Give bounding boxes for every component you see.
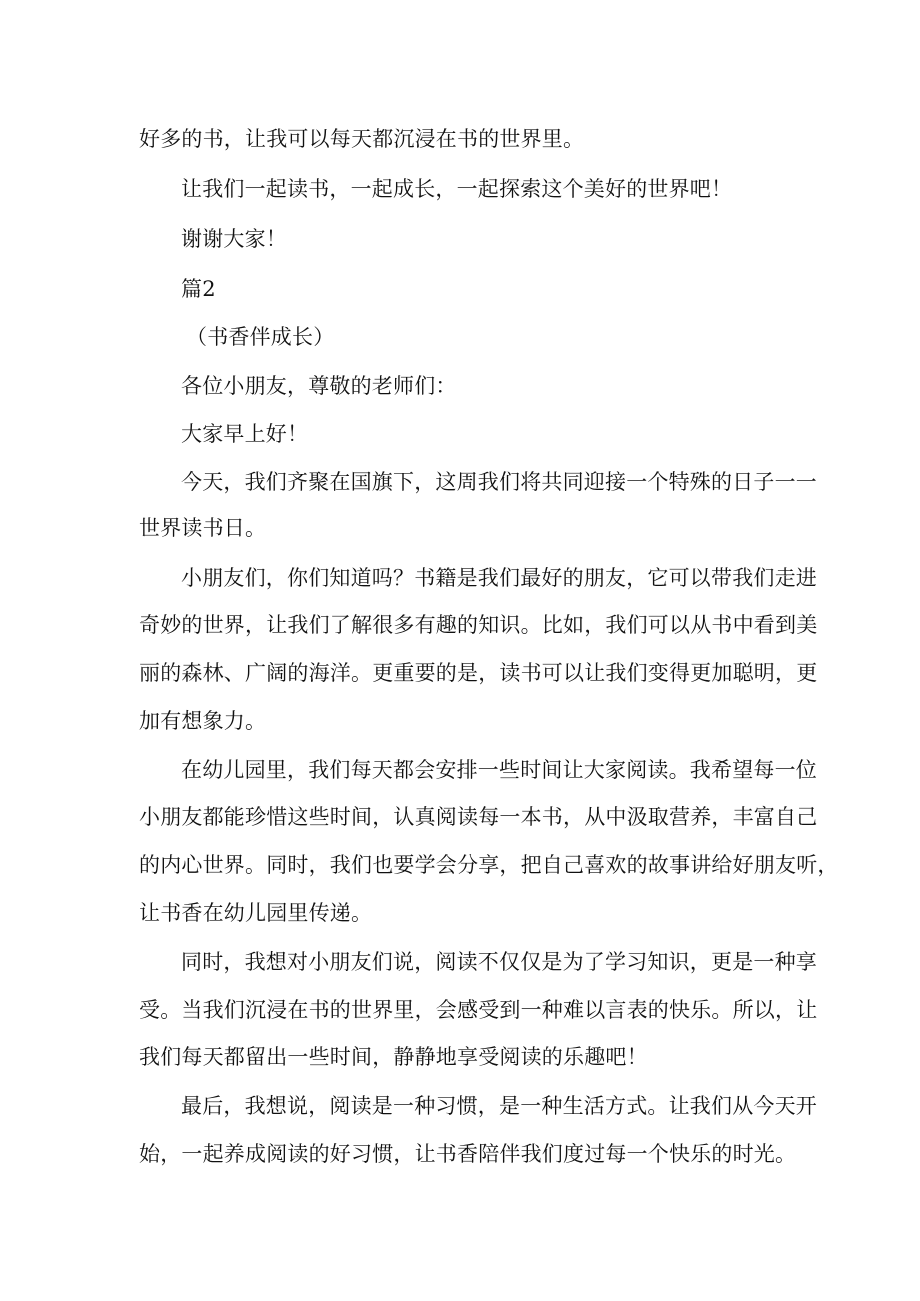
paragraph-line: 小朋友们，你们知道吗？书籍是我们最好的朋友，它可以带我们走进 — [181, 566, 817, 590]
section-subtitle: （书香伴成长） — [186, 325, 335, 349]
paragraph-line: 始，一起养成阅读的好习惯，让书香陪伴我们度过每一个快乐的时光。 — [139, 1142, 797, 1166]
greeting-line: 各位小朋友，尊敬的老师们： — [181, 374, 457, 398]
paragraph-line: 世界读书日。 — [139, 516, 267, 540]
section-heading: 篇2 — [181, 277, 216, 301]
paragraph-line: 受。当我们沉浸在书的世界里，会感受到一种难以言表的快乐。所以，让 — [139, 998, 818, 1022]
paragraph-line: 奇妙的世界，让我们了解很多有趣的知识。比如，我们可以从书中看到美 — [139, 613, 818, 637]
paragraph-line: 今天，我们齐聚在国旗下，这周我们将共同迎接一个特殊的日子一一 — [181, 470, 817, 494]
paragraph-line: 我们每天都留出一些时间，静静地享受阅读的乐趣吧！ — [139, 1045, 648, 1069]
paragraph-line: 好多的书，让我可以每天都沉浸在书的世界里。 — [139, 127, 585, 151]
closing-sentence: 让我们一起读书，一起成长，一起探索这个美好的世界吧！ — [181, 177, 733, 201]
paragraph-line: 的内心世界。同时，我们也要学会分享，把自己喜欢的故事讲给好朋友听， — [139, 853, 839, 877]
paragraph-line: 最后，我想说，阅读是一种习惯，是一种生活方式。让我们从今天开 — [181, 1094, 817, 1118]
paragraph-line: 加有想象力。 — [139, 709, 267, 733]
thanks-line: 谢谢大家！ — [181, 227, 287, 251]
paragraph-line: 小朋友都能珍惜这些时间，认真阅读每一本书，从中汲取营养，丰富自己 — [139, 805, 818, 829]
greeting-line: 大家早上好！ — [181, 422, 309, 446]
paragraph-line: 丽的森林、广阔的海洋。更重要的是，读书可以让我们变得更加聪明，更 — [139, 661, 818, 685]
paragraph-line: 让书香在幼儿园里传递。 — [139, 901, 373, 925]
paragraph-line: 同时，我想对小朋友们说，阅读不仅仅是为了学习知识，更是一种享 — [181, 950, 817, 974]
paragraph-line: 在幼儿园里，我们每天都会安排一些时间让大家阅读。我希望每一位 — [181, 758, 817, 782]
